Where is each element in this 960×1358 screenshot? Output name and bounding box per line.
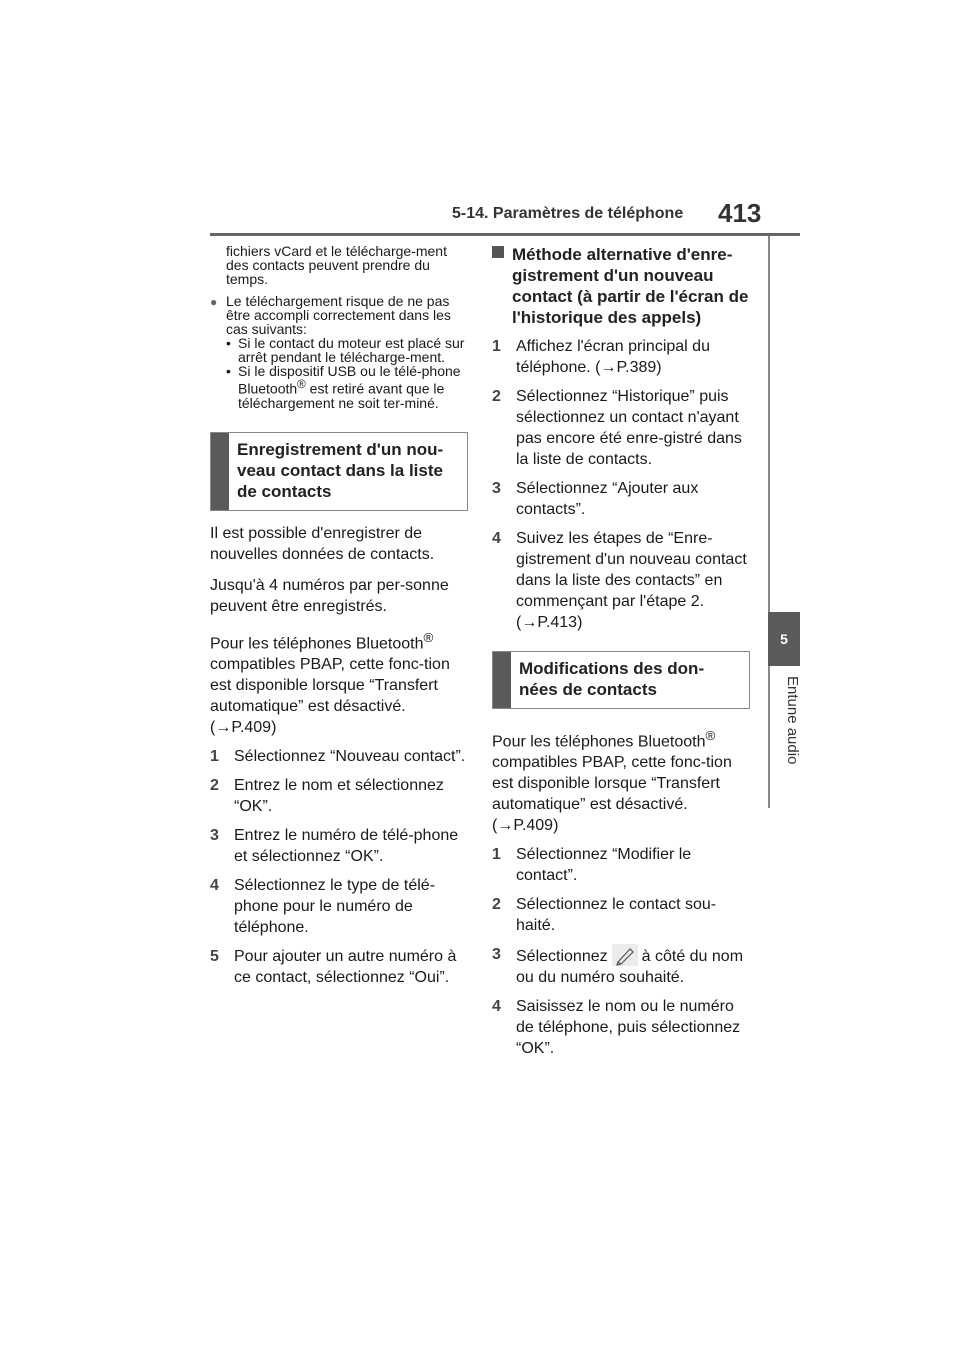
section-heading: Enregistrement d'un nou-veau contact dans la liste de contacts [237,439,444,501]
note-bullet: ● Le téléchargement risque de ne pas être accompli correctement dans les cas suivants: [210,293,451,337]
paragraph: Pour les téléphones Bluetooth® compatibles PBAP, cette fonc-tion est disponible lorsque “Transfert automatique” est désactivé. (→P.409) [210,629,450,736]
section-heading-box [210,432,468,511]
right-column [492,244,750,1059]
step-item: 5 Pour ajouter un autre numéro à ce contact, sélectionnez “Oui”. [210,947,457,986]
step-item: 1 Sélectionnez “Nouveau contact”. [210,747,466,765]
bullet-dot-icon: ● [210,295,218,309]
step-item: 2 Sélectionnez le contact sou-haité. [492,896,717,935]
note-continuation: fichiers vCard et le télécharge-ment des contacts peuvent prendre du temps. [226,243,447,287]
step-item: 2 Entrez le nom et sélectionnez “OK”. [210,776,444,815]
step-item: 4 Saisissez le nom ou le numéro de téléphone, puis sélectionnez “OK”. [492,998,741,1058]
paragraph: Jusqu'à 4 numéros par per-sonne peuvent être enregistrés. [210,576,449,615]
pencil-icon [612,944,638,966]
step-item: 4 Suivez les étapes de “Enre-gistrement d'un nouveau contact dans la liste des contacts” en commençant par l'étape 2. (→P.413) [492,530,747,631]
step-item: 3 Sélectionnez “Ajouter aux contacts”. [492,480,699,518]
header-rule [210,233,800,236]
note-sub-item: • Si le dispositif USB ou le télé-phone Bluetooth® est retiré avant que le téléchargement ne soit ter-miné. [226,363,461,411]
note-block [210,244,468,410]
steps-list [210,746,468,988]
left-column [210,244,468,988]
chapter-label: Entune audio [784,676,801,765]
note-sub-item: • Si le contact du moteur est placé sur arrêt pendant le télécharge-ment. [226,335,465,365]
section-heading-box [492,651,750,709]
steps-list [492,844,750,1059]
square-bullet-icon [492,246,504,258]
step-item: 1 Sélectionnez “Modifier le contact”. [492,846,692,885]
steps-list [492,336,750,633]
sub-heading: Méthode alternative d'enre-gistrement d'un nouveau contact (à partir de l'écran de l'historique des appels) [492,244,750,328]
step-item: 1 Affichez l'écran principal du téléphone. (→P.389) [492,338,710,376]
section-heading: Modifications des don-nées de contacts [519,659,705,699]
page-number: 413 [718,198,762,228]
paragraph: Pour les téléphones Bluetooth® compatibles PBAP, cette fonc-tion est disponible lorsque “Transfert automatique” est désactivé. (→P.409) [492,728,732,835]
paragraph: Il est possible d'enregistrer de nouvelles données de contacts. [210,524,435,563]
step-item: 2 Sélectionnez “Historique” puis sélectionnez un contact n'ayant pas encore été enre-gistré dans la liste de contacts. [492,388,742,468]
step-item: 4 Sélectionnez le type de télé-phone pour le numéro de téléphone. [210,876,436,936]
chapter-tab: 5 [768,612,800,666]
step-item: 3 Sélectionnez à côté du nom ou du numéro souhaité. [492,946,744,987]
section-title: 5-14. Paramètres de téléphone [452,205,684,222]
step-item: 3 Entrez le numéro de télé-phone et sélectionnez “OK”. [210,826,459,865]
side-rule [768,236,770,808]
